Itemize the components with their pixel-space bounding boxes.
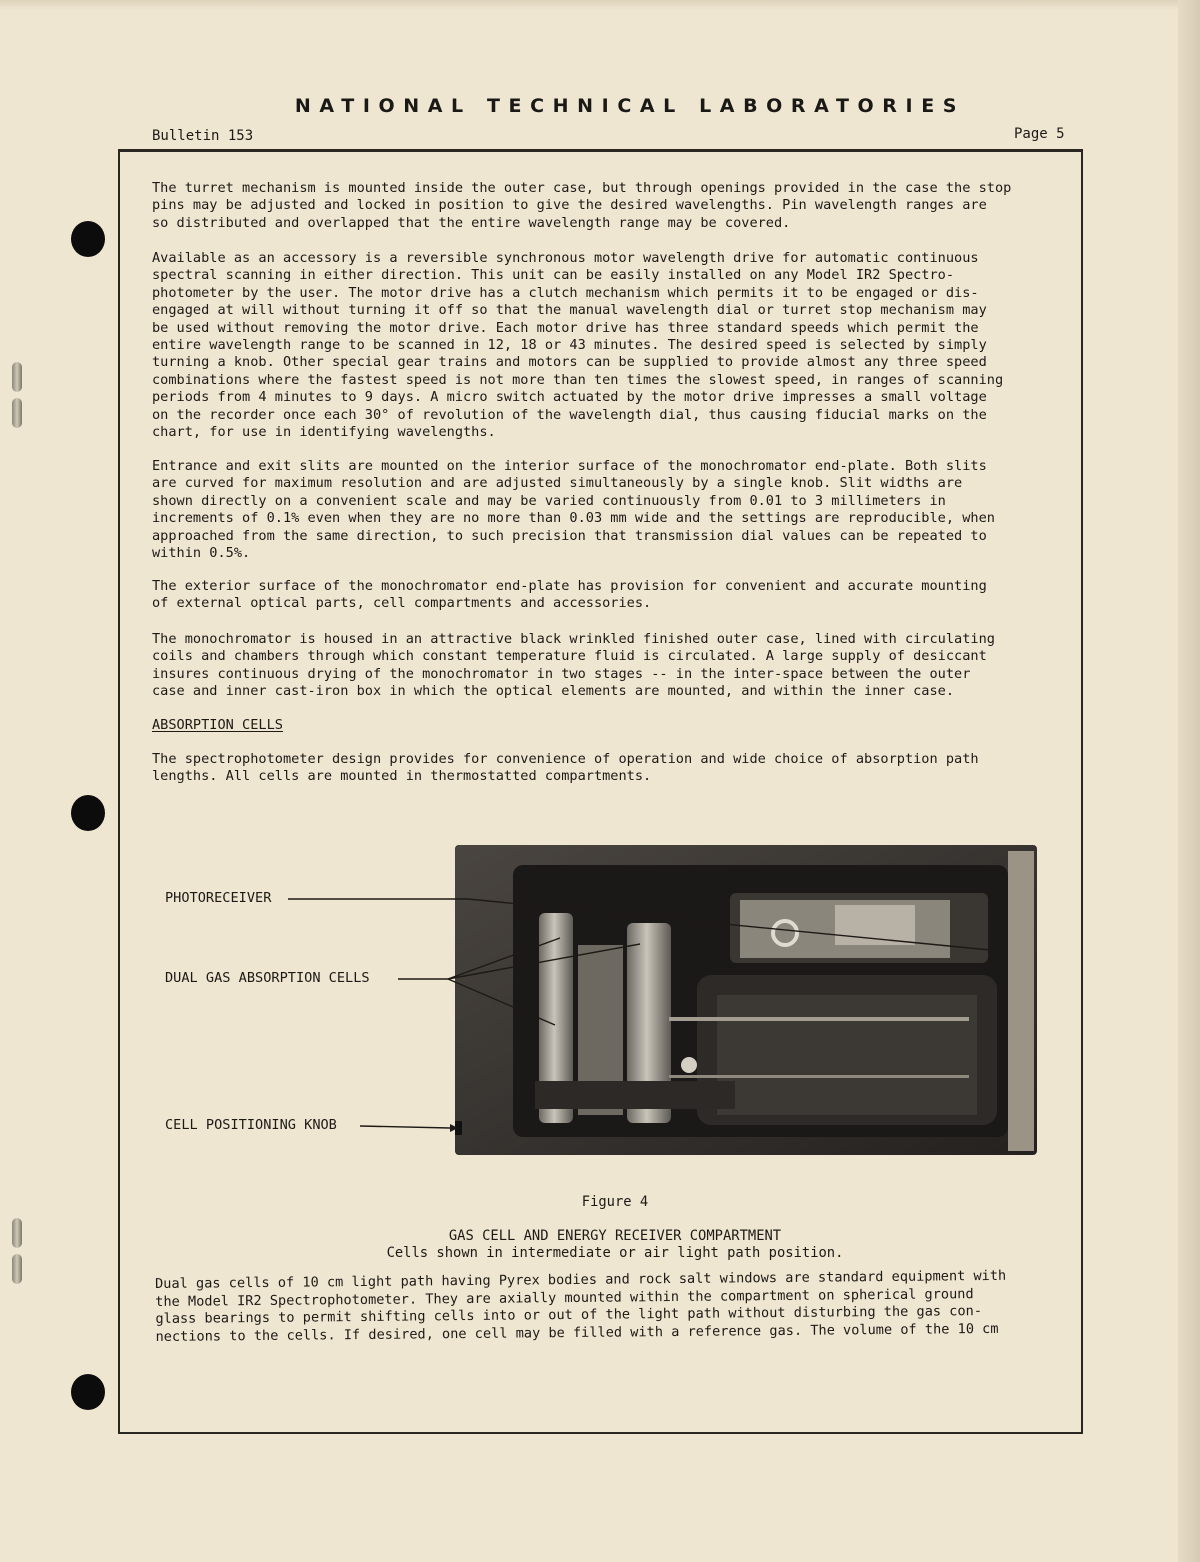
paragraph-motor-drive: Available as an accessory is a reversible synchronous motor wavelength drive for automatic continuous spectral scanning in either direction. This unit can be easily installed on any Model IR2 Spectro- photometer by the user. The motor drive has a clutch mechanism which permits it to be engaged or dis- engaged at will without turning it off so that the manual wavelength dial or turret stop mechanism may be used without removing the motor drive. Each motor drive has three standard speeds which permit the entire wavelength range to be scanned in 12, 18 or 43 minutes. The desired speed is selected by simply turning a knob. Other special gear trains and motors can be supplied to provide almost any three speed combinations where the fastest speed is not more than ten times the slowest speed, in ranges of scanning periods from 4 minutes to 9 days. A micro switch actuated by the motor drive impresses a small voltage on the recorder once each 30° of revolution of the wavelength dial, thus causing fiducial marks on the chart, for use in identifying wavelengths. — [152, 250, 1004, 441]
binder-hole-top — [71, 221, 105, 257]
staple-lower-b — [12, 1254, 22, 1284]
staple-lower-a — [12, 1218, 22, 1248]
section-heading-absorption-cells: ABSORPTION CELLS — [152, 717, 283, 733]
paragraph-cells-intro: The spectrophotometer design provides for convenience of operation and wide choice of absorption path lengths. All cells are mounted in thermostatted compartments. — [152, 751, 979, 785]
callout-dual-gas-absorption-cells: DUAL GAS ABSORPTION CELLS — [165, 970, 370, 986]
page-top-edge — [0, 0, 1200, 10]
callout-photoreceiver: PHOTORECEIVER — [165, 890, 272, 906]
page-header-title: NATIONAL TECHNICAL LABORATORIES — [294, 95, 966, 117]
paragraph-turret: The turret mechanism is mounted inside the outer case, but through openings provided in the case the stop pins may be adjusted and locked in position to give the desired wavelengths. Pin wavelength ranges are so distributed and overlapped that the entire wavelength range may be covered. — [152, 180, 1012, 231]
binder-hole-bottom — [71, 1374, 105, 1410]
figure-title: GAS CELL AND ENERGY RECEIVER COMPARTMENT — [448, 1228, 782, 1244]
paragraph-housing: The monochromator is housed in an attractive black wrinkled finished outer case, lined with circulating coils and chambers through which constant temperature fluid is circulated. A large supply of desiccant insures continuous drying of the monochromator in two stages -- in the inter-space between the outer case and inner cast-iron box in which the optical elements are mounted, and within the inner case. — [152, 631, 995, 700]
page-number: Page 5 — [1014, 126, 1065, 142]
staple-upper-a — [12, 362, 22, 392]
figure-photo-gas-cell-compartment — [455, 845, 1037, 1155]
figure-subtitle: Cells shown in intermediate or air light path position. — [386, 1245, 844, 1261]
paragraph-dual-gas-cells: Dual gas cells of 10 cm light path having Pyrex bodies and rock salt windows are standard equipment with the Model IR2 Spectrophotometer. They are axially mounted within the compartment on spherical ground glass bearings to permit shifting cells into or out of the light path without disturbing the gas con- nections to the cells. If desired, one cell may be filled with a reference gas. The volume of the 10 cm — [155, 1267, 1007, 1345]
page-right-edge — [1178, 0, 1200, 1562]
bulletin-number: Bulletin 153 — [152, 128, 254, 144]
figure-number: Figure 4 — [581, 1194, 649, 1210]
paragraph-slits: Entrance and exit slits are mounted on the interior surface of the monochromator end-plate. Both slits are curved for maximum resolution and are adjusted simultaneously by a single knob. Slit widths are shown directly on a convenient scale and may be varied continuously from 0.01 to 3 millimeters in increments of 0.1% even when they are no more than 0.03 mm wide and the settings are reproducible, when approached from the same direction, to such precision that transmission dial values can be repeated to within 0.5%. — [152, 458, 995, 562]
callout-cell-positioning-knob: CELL POSITIONING KNOB — [165, 1117, 337, 1133]
binder-hole-middle — [71, 795, 105, 831]
staple-upper-b — [12, 398, 22, 428]
photo-illustration — [455, 845, 1037, 1155]
paragraph-end-plate: The exterior surface of the monochromator end-plate has provision for convenient and accurate mounting of external optical parts, cell compartments and accessories. — [152, 578, 987, 612]
